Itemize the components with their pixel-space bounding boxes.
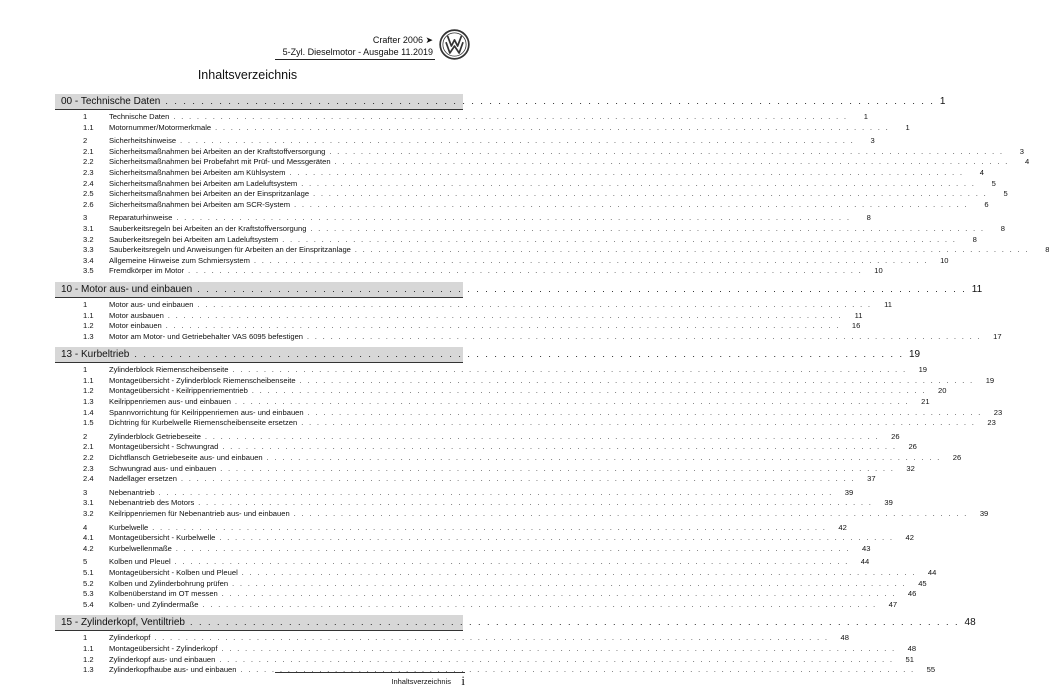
- toc-entry[interactable]: [55, 386, 947, 397]
- entry-title: Sicherheitsmaßnahmen bei Arbeiten an der Einspritzanlage: [109, 189, 310, 199]
- entry-page: 44: [860, 557, 870, 567]
- dot-leader: . . . . . . . . . . . . . . . . . . . . . . . . . . . . . . . . . . . . . . . . . . . . . . . . . . . . . . . . . . . . . . . . . . . . . . . . . . . . . . . . . . . . . .: [197, 301, 873, 309]
- entry-page: 39: [844, 487, 854, 497]
- dot-leader: . . . . . . . . . . . . . . . . . . . . . . . . . . . . . . . . . . . . . . . . . . . . . . . . . . . . . . . . . . . . . . . . . . . . . . . . . . . . . . . . . . . . . .: [294, 201, 969, 209]
- entry-page: 19: [918, 365, 928, 375]
- dot-leader: . . . . . . . . . . . . . . . . . . . . . . . . . . . . . . . . . . . . . . . . . . . . . . . . . . . . . . . . . . . . . . . . . . . . . . . . . . . . . . . . . . . . . .: [232, 580, 907, 588]
- entry-page: 21: [921, 397, 930, 407]
- entry-page: 4: [1024, 157, 1030, 167]
- toc-section: [55, 347, 1003, 610]
- dot-leader: . . . . . . . . . . . . . . . . . . . . . . . . . . . . . . . . . . . . . . . . . . . . . . . . . . . . . . . . . . . . . . . . . . . . . . . . . . . . . . . . . . . . . .: [221, 645, 897, 653]
- entry-number: 5.3: [83, 589, 94, 599]
- dot-leader: . . . . . . . . . . . . . . . . . . . . . . . . . . . . . . . . . . . . . . . . . . . . . . . . . . . . . . . . . . . . . . . . . . . . . . . . . . . . . . . . . . . . . .: [241, 569, 917, 577]
- entry-number: 1.4: [83, 407, 94, 417]
- dot-leader: . . . . . . . . . . . . . . . . . . . . . . . . . . . . . . . . . . . . . . . . . . . . . . . . . . . . . . . . . . . . . . . . . . . . . . . . . . . . . . . . . . . . . .: [188, 268, 863, 276]
- toc-entry[interactable]: [55, 310, 863, 322]
- entry-page: 11: [884, 299, 893, 309]
- entry-title: Allgemeine Hinweise zum Schmiersystem: [109, 255, 250, 265]
- section-page: 19: [908, 349, 921, 361]
- entry-page: 3: [870, 136, 875, 146]
- toc-entry[interactable]: [55, 331, 1002, 343]
- toc-entry[interactable]: [55, 589, 917, 600]
- entry-number: 1: [83, 299, 88, 309]
- dot-leader: . . . . . . . . . . . . . . . . . . . . . . . . . . . . . . . . . . . . . . . . . . . . . . . . . . . . . . . . . . . . . . . . . . . . . . . . . . . . . . . . . . . . . .: [219, 656, 894, 664]
- entry-page: 55: [926, 665, 936, 675]
- toc-entry[interactable]: [55, 234, 977, 246]
- toc-entry[interactable]: [55, 245, 1049, 256]
- entry-page: 51: [905, 654, 914, 664]
- entry-title: Schwungrad aus- und einbauen: [109, 463, 217, 473]
- entry-number: 1.3: [83, 665, 94, 675]
- entry-title: Kurbelwelle: [109, 522, 149, 532]
- dot-leader: . . . . . . . . . . . . . . . . . . . . . . . . . . . . . . . . . . . . . . . . . . . . . . . . . . . . . . . . . . . . . . . . . . . . . . . . . . . . . . . . . . . . . .: [235, 399, 910, 407]
- entry-title: Sauberkeitsregeln bei Arbeiten am Ladeluftsystem: [109, 234, 279, 244]
- entry-page: 26: [891, 431, 900, 441]
- entry-page: 1: [905, 122, 910, 132]
- entry-number: 5.2: [83, 578, 94, 588]
- entry-title: Sicherheitsmaßnahmen bei Arbeiten am Ladeluftsystem: [109, 178, 298, 188]
- toc-entry[interactable]: [55, 407, 1003, 419]
- entry-title: Sauberkeitsregeln bei Arbeiten an der Kraftstoffversorgung: [109, 223, 307, 233]
- entry-number: 2.1: [83, 442, 94, 452]
- toc-entry[interactable]: [55, 167, 985, 179]
- entry-title: Montageübersicht - Schwungrad: [109, 442, 219, 452]
- entry-number: 5.1: [83, 567, 94, 577]
- dot-leader: . . . . . . . . . . . . . . . . . . . . . . . . . . . . . . . . . . . . . . . . . . . . . . . . . . . . . . . . . . . . . . . . . . . . . . . . . . . . . . . . . . . . . .: [189, 617, 960, 628]
- entry-title: Motor aus- und einbauen: [109, 299, 194, 309]
- toc-entry[interactable]: [55, 442, 917, 453]
- dot-leader: . . . . . . . . . . . . . . . . . . . . . . . . . . . . . . . . . . . . . . . . . . . . . . . . . . . . . . . . . . . . . . . . . . . . . . . . . . . . . . . . . . . . . .: [293, 511, 969, 518]
- dot-leader: . . . . . . . . . . . . . . . . . . . . . . . . . . . . . . . . . . . . . . . . . . . . . . . . . . . . . . . . . . . . . . . . . . . . . . . . . . . . . . . . . . . . . .: [299, 377, 975, 385]
- toc-entry[interactable]: [55, 463, 915, 475]
- entry-page: 39: [979, 509, 989, 518]
- toc-entry[interactable]: [55, 255, 949, 267]
- entry-title: Zylinderkopf aus- und einbauen: [109, 654, 216, 664]
- entry-number: 1.3: [83, 331, 94, 341]
- entry-title: Sicherheitshinweise: [109, 136, 177, 146]
- entry-page: 19: [985, 375, 995, 385]
- dot-leader: . . . . . . . . . . . . . . . . . . . . . . . . . . . . . . . . . . . . . . . . . . . . . . . . . . . . . . . . . . . . . . . . . . . . . . . . . . . . . . . . . . . . . .: [307, 409, 983, 417]
- entry-page: 20: [938, 386, 947, 396]
- section-page: 48: [964, 617, 976, 629]
- entry-number: 2.3: [83, 167, 94, 177]
- entry-title: Kurbelwellenmaße: [109, 543, 172, 553]
- entry-title: Montageübersicht - Zylinderblock Riemenscheibenseite: [109, 375, 296, 385]
- toc-entry[interactable]: [55, 633, 849, 644]
- toc-entry[interactable]: [55, 599, 898, 611]
- dot-leader: . . . . . . . . . . . . . . . . . . . . . . . . . . . . . . . . . . . . . . . . . . . . . . . . . . . . . . . . . . . . . . . . . . . . . . . . . . . . . . . . . . . . . .: [197, 283, 967, 294]
- entry-number: 3.4: [83, 255, 94, 265]
- section-page: 1: [939, 96, 946, 107]
- dot-leader: . . . . . . . . . . . . . . . . . . . . . . . . . . . . . . . . . . . . . . . . . . . . . . . . . . . . . . . . . . . . . . . . . . . . . . . . . . . . . . . . . . . . . .: [289, 169, 965, 177]
- toc-entry[interactable]: [55, 557, 870, 568]
- entry-title: Motor am Motor- und Getriebehalter VAS 6095 befestigen: [109, 331, 304, 341]
- entry-title: Sicherheitsmaßnahmen bei Arbeiten am SCR-System: [109, 199, 291, 209]
- toc-entry[interactable]: [55, 365, 928, 376]
- entry-number: 1.2: [83, 321, 94, 331]
- dot-leader: . . . . . . . . . . . . . . . . . . . . . . . . . . . . . . . . . . . . . . . . . . . . . . . . . . . . . . . . . . . . . . . . . . . . . . . . . . . . . . . . . . . . . .: [313, 191, 988, 199]
- entry-title: Montageübersicht - Zylinderkopf: [109, 643, 218, 653]
- toc-entry[interactable]: [55, 543, 871, 555]
- page-number: i: [461, 673, 465, 688]
- toc-section-heading[interactable]: [55, 615, 976, 631]
- dot-leader: . . . . . . . . . . . . . . . . . . . . . . . . . . . . . . . . . . . . . . . . . . . . . . . . . . . . . . . . . . . . . . . . . . . . . . . . . . . . . . . . . . . . . .: [180, 138, 855, 146]
- entry-page: 10: [940, 255, 949, 265]
- dot-leader: . . . . . . . . . . . . . . . . . . . . . . . . . . . . . . . . . . . . . . . . . . . . . . . . . . . . . . . . . . . . . . . . . . . . . . . . . . . . . . . . . . . . . .: [174, 559, 850, 567]
- dot-leader: . . . . . . . . . . . . . . . . . . . . . . . . . . . . . . . . . . . . . . . . . . . . . . . . . . . . . . . . . . . . . . . . . . . . . . . . . . . . . . . . . . . . . .: [221, 591, 897, 599]
- entry-title: Sicherheitsmaßnahmen bei Probefahrt mit Prüf- und Messgeräten: [109, 157, 331, 167]
- section-title: 10 - Motor aus- und einbauen: [61, 283, 193, 295]
- dot-leader: . . . . . . . . . . . . . . . . . . . . . . . . . . . . . . . . . . . . . . . . . . . . . . . . . . . . . . . . . . . . . . . . . . . . . . . . . . . . . . . . . . . . . .: [165, 96, 935, 106]
- toc-entry[interactable]: [55, 487, 854, 499]
- toc-entry[interactable]: [55, 643, 917, 655]
- entry-title: Montageübersicht - Kolben und Pleuel: [109, 567, 238, 577]
- entry-number: 5: [83, 557, 88, 567]
- toc-entry[interactable]: [55, 453, 962, 464]
- toc-entry[interactable]: [55, 136, 875, 147]
- entry-number: 2: [83, 136, 88, 146]
- entry-page: 5: [1003, 189, 1008, 199]
- section-title: 15 - Zylinderkopf, Ventiltrieb: [61, 617, 185, 629]
- dot-leader: . . . . . . . . . . . . . . . . . . . . . . . . . . . . . . . . . . . . . . . . . . . . . . . . . . . . . . . . . . . . . . . . . . . . . . . . . . . . . . . . . . . . . .: [198, 500, 873, 508]
- toc-section-heading[interactable]: [55, 282, 983, 298]
- entry-title: Zylinderkopfhaube aus- und einbauen: [109, 665, 237, 675]
- dot-leader: . . . . . . . . . . . . . . . . . . . . . . . . . . . . . . . . . . . . . . . . . . . . . . . . . . . . . . . . . . . . . . . . . . . . . . . . . . . . . . . . . . . . . .: [134, 349, 904, 360]
- toc-section: [55, 615, 976, 675]
- entry-number: 3.2: [83, 234, 94, 244]
- entry-number: 1.1: [83, 122, 94, 132]
- entry-title: Montageübersicht - Keilrippenriementrieb: [109, 386, 248, 396]
- dot-leader: . . . . . . . . . . . . . . . . . . . . . . . . . . . . . . . . . . . . . . . . . . . . . . . . . . . . . . . . . . . . . . . . . . . . . . . . . . . . . . . . . . . . . .: [310, 225, 985, 233]
- toc-entry[interactable]: [55, 578, 927, 590]
- dot-leader: . . . . . . . . . . . . . . . . . . . . . . . . . . . . . . . . . . . . . . . . . . . . . . . . . . . . . . . . . . . . . . . . . . . . . . . . . . . . . . . . . . . . . .: [240, 667, 916, 675]
- entry-page: 8: [866, 213, 871, 223]
- toc-entry[interactable]: [55, 112, 868, 123]
- toc-section-heading[interactable]: [55, 94, 946, 110]
- entry-title: Sicherheitsmaßnahmen bei Arbeiten am Kühlsystem: [109, 167, 286, 177]
- entry-page: 47: [888, 599, 898, 609]
- entry-page: 11: [854, 310, 863, 320]
- entry-page: 39: [884, 498, 893, 508]
- toc-entry[interactable]: [55, 178, 996, 190]
- toc-section: [55, 94, 1049, 277]
- entry-title: Dichtflansch Getriebeseite aus- und einbauen: [109, 453, 263, 463]
- dot-leader: . . . . . . . . . . . . . . . . . . . . . . . . . . . . . . . . . . . . . . . . . . . . . . . . . . . . . . . . . . . . . . . . . . . . . . . . . . . . . . . . . . . . . .: [219, 535, 894, 543]
- entry-number: 1.2: [83, 386, 94, 396]
- entry-page: 16: [851, 321, 861, 331]
- dot-leader: . . . . . . . . . . . . . . . . . . . . . . . . . . . . . . . . . . . . . . . . . . . . . . . . . . . . . . . . . . . . . . . . . . . . . . . . . . . . . . . . . . . . . .: [167, 312, 843, 320]
- entry-number: 2.1: [83, 146, 94, 156]
- dot-leader: . . . . . . . . . . . . . . . . . . . . . . . . . . . . . . . . . . . . . . . . . . . . . . . . . . . . . . . . . . . . . . . . . . . . . . . . . . . . . . . . . . . . . .: [165, 323, 841, 331]
- section-page: 11: [971, 283, 983, 295]
- dot-leader: . . . . . . . . . . . . . . . . . . . . . . . . . . . . . . . . . . . . . . . . . . . . . . . . . . . . . . . . . . . . . . . . . . . . . . . . . . . . . . . . . . . . . .: [215, 124, 890, 132]
- entry-title: Nadellager ersetzen: [109, 474, 177, 484]
- entry-page: 23: [987, 418, 996, 428]
- dot-leader: . . . . . . . . . . . . . . . . . . . . . . . . . . . . . . . . . . . . . . . . . . . . . . . . . . . . . . . . . . . . . . . . . . . . . . . . . . . . . . . . . . . . . .: [154, 635, 829, 643]
- dot-leader: . . . . . . . . . . . . . . . . . . . . . . . . . . . . . . . . . . . . . . . . . . . . . . . . . . . . . . . . . . . . . . . . . . . . . . . . . . . . . . . . . . . . . .: [282, 236, 957, 244]
- entry-title: Sauberkeitsregeln und Anweisungen für Arbeiten an der Einspritzanlage: [109, 245, 351, 255]
- dot-leader: . . . . . . . . . . . . . . . . . . . . . . . . . . . . . . . . . . . . . . . . . . . . . . . . . . . . . . . . . . . . . . . . . . . . . . . . . . . . . . . . . . . . . .: [158, 489, 834, 497]
- table-of-contents: [55, 94, 1049, 681]
- dot-leader: . . . . . . . . . . . . . . . . . . . . . . . . . . . . . . . . . . . . . . . . . . . . . . . . . . . . . . . . . . . . . . . . . . . . . . . . . . . . . . . . . . . . . .: [175, 545, 851, 553]
- entry-page: 1: [863, 112, 868, 121]
- dot-leader: . . . . . . . . . . . . . . . . . . . . . . . . . . . . . . . . . . . . . . . . . . . . . . . . . . . . . . . . . . . . . . . . . . . . . . . . . . . . . . . . . . . . . .: [251, 388, 927, 396]
- entry-number: 1.1: [83, 375, 94, 385]
- entry-page: 5: [991, 178, 996, 188]
- entry-number: 1.1: [83, 310, 94, 320]
- dot-leader: . . . . . . . . . . . . . . . . . . . . . . . . . . . . . . . . . . . . . . . . . . . . . . . . . . . . . . . . . . . . . . . . . . . . . . . . . . . . . . . . . . . . . .: [173, 114, 848, 121]
- entry-number: 1.5: [83, 418, 94, 428]
- header-rule: [275, 59, 435, 60]
- entry-number: 2.6: [83, 199, 94, 209]
- entry-number: 2.4: [83, 474, 94, 484]
- entry-number: 1: [83, 365, 88, 375]
- toc-entry[interactable]: [55, 157, 1030, 168]
- toc-entry[interactable]: [55, 418, 996, 429]
- vehicle-model: Crafter 2006 ➤: [372, 35, 433, 45]
- section-title: 13 - Kurbeltrieb: [61, 349, 130, 361]
- entry-title: Technische Daten: [109, 112, 170, 121]
- page-header: [0, 0, 495, 62]
- entry-page: 42: [838, 522, 847, 532]
- entry-number: 2: [83, 431, 88, 441]
- entry-page: 6: [984, 199, 989, 209]
- entry-page: 26: [952, 453, 962, 463]
- entry-number: 2.2: [83, 157, 94, 167]
- entry-page: 45: [918, 578, 927, 588]
- entry-title: Spannvorrichtung für Keilrippenriemen aus- und einbauen: [109, 407, 304, 417]
- entry-number: 3: [83, 487, 88, 497]
- dot-leader: . . . . . . . . . . . . . . . . . . . . . . . . . . . . . . . . . . . . . . . . . . . . . . . . . . . . . . . . . . . . . . . . . . . . . . . . . . . . . . . . . . . . . .: [266, 455, 942, 463]
- entry-page: 44: [927, 567, 937, 577]
- toc-section: [55, 282, 1002, 342]
- entry-page: 48: [840, 633, 849, 643]
- entry-number: 3: [83, 213, 88, 223]
- toc-entry[interactable]: [55, 522, 847, 534]
- entry-number: 1.2: [83, 654, 94, 664]
- dot-leader: . . . . . . . . . . . . . . . . . . . . . . . . . . . . . . . . . . . . . . . . . . . . . . . . . . . . . . . . . . . . . . . . . . . . . . . . . . . . . . . . . . . . . .: [222, 444, 897, 452]
- toc-entry[interactable]: [55, 122, 910, 134]
- toc-entry[interactable]: [55, 321, 861, 332]
- dot-leader: . . . . . . . . . . . . . . . . . . . . . . . . . . . . . . . . . . . . . . . . . . . . . . . . . . . . . . . . . . . . . . . . . . . . . . . . . . . . . . . . . . . . . .: [220, 465, 895, 473]
- toc-entry[interactable]: [55, 431, 900, 443]
- toc-entry[interactable]: [55, 474, 876, 485]
- toc-entry[interactable]: [55, 533, 914, 544]
- entry-title: Nebenantrieb: [109, 487, 155, 497]
- entry-number: 2.4: [83, 178, 94, 188]
- entry-number: 3.1: [83, 223, 94, 233]
- document-title: Inhaltsverzeichnis: [197, 68, 298, 82]
- toc-entry[interactable]: [55, 146, 1024, 158]
- entry-page: 43: [862, 543, 871, 553]
- dot-leader: . . . . . . . . . . . . . . . . . . . . . . . . . . . . . . . . . . . . . . . . . . . . . . . . . . . . . . . . . . . . . . . . . . . . . . . . . . . . . . . . . . . . . .: [354, 247, 1030, 255]
- entry-page: 48: [907, 643, 917, 653]
- entry-number: 3.1: [83, 498, 94, 508]
- entry-page: 42: [905, 533, 914, 543]
- entry-number: 4.1: [83, 533, 94, 543]
- entry-title: Nebenantrieb des Motors: [109, 498, 195, 508]
- entry-number: 2.3: [83, 463, 94, 473]
- toc-section-heading[interactable]: [55, 347, 921, 363]
- vw-logo-icon: [439, 29, 470, 60]
- toc-entry[interactable]: [55, 199, 989, 211]
- dot-leader: . . . . . . . . . . . . . . . . . . . . . . . . . . . . . . . . . . . . . . . . . . . . . . . . . . . . . . . . . . . . . . . . . . . . . . . . . . . . . . . . . . . . . .: [152, 524, 827, 532]
- dot-leader: . . . . . . . . . . . . . . . . . . . . . . . . . . . . . . . . . . . . . . . . . . . . . . . . . . . . . . . . . . . . . . . . . . . . . . . . . . . . . . . . . . . . . .: [334, 159, 1010, 167]
- entry-title: Sicherheitsmaßnahmen bei Arbeiten an der Kraftstoffversorgung: [109, 146, 326, 156]
- entry-number: 4.2: [83, 543, 94, 553]
- entry-number: 4: [83, 522, 88, 532]
- entry-title: Keilrippenriemen aus- und einbauen: [109, 397, 232, 407]
- dot-leader: . . . . . . . . . . . . . . . . . . . . . . . . . . . . . . . . . . . . . . . . . . . . . . . . . . . . . . . . . . . . . . . . . . . . . . . . . . . . . . . . . . . . . .: [176, 215, 851, 223]
- page-footer: [275, 672, 465, 687]
- toc-entry[interactable]: [55, 654, 914, 666]
- entry-title: Kolben und Pleuel: [109, 557, 171, 567]
- entry-number: 3.5: [83, 266, 94, 276]
- entry-title: Kolbenüberstand im OT messen: [109, 589, 218, 599]
- entry-title: Zylinderblock Getriebeseite: [109, 431, 202, 441]
- entry-page: 8: [972, 234, 977, 244]
- dot-leader: . . . . . . . . . . . . . . . . . . . . . . . . . . . . . . . . . . . . . . . . . . . . . . . . . . . . . . . . . . . . . . . . . . . . . . . . . . . . . . . . . . . . . .: [307, 333, 982, 341]
- toc-entry[interactable]: [55, 223, 1005, 235]
- entry-page: 23: [993, 407, 1003, 417]
- entry-title: Motor ausbauen: [109, 310, 164, 320]
- dot-leader: . . . . . . . . . . . . . . . . . . . . . . . . . . . . . . . . . . . . . . . . . . . . . . . . . . . . . . . . . . . . . . . . . . . . . . . . . . . . . . . . . . . . . .: [301, 180, 976, 188]
- entry-title: Motornummer/Motormerkmale: [109, 122, 212, 132]
- entry-title: Zylinderblock Riemenscheibenseite: [109, 365, 229, 375]
- entry-number: 1.3: [83, 397, 94, 407]
- entry-title: Keilrippenriemen für Nebenantrieb aus- und einbauen: [109, 509, 290, 518]
- entry-number: 5.4: [83, 599, 94, 609]
- entry-title: Dichtring für Kurbelwelle Riemenscheibenseite ersetzen: [109, 418, 298, 428]
- entry-page: 10: [874, 266, 883, 276]
- entry-title: Zylinderkopf: [109, 633, 151, 643]
- entry-title: Motor einbauen: [109, 321, 162, 331]
- footer-label: Inhaltsverzeichnis: [391, 677, 451, 686]
- entry-title: Reparaturhinweise: [109, 213, 173, 223]
- entry-page: 8: [1045, 245, 1049, 255]
- entry-title: Montageübersicht - Kurbelwelle: [109, 533, 216, 543]
- dot-leader: . . . . . . . . . . . . . . . . . . . . . . . . . . . . . . . . . . . . . . . . . . . . . . . . . . . . . . . . . . . . . . . . . . . . . . . . . . . . . . . . . . . . . .: [301, 420, 976, 428]
- entry-number: 3.3: [83, 245, 94, 255]
- entry-page: 37: [867, 474, 876, 484]
- entry-number: 3.2: [83, 509, 94, 518]
- dot-leader: . . . . . . . . . . . . . . . . . . . . . . . . . . . . . . . . . . . . . . . . . . . . . . . . . . . . . . . . . . . . . . . . . . . . . . . . . . . . . . . . . . . . . .: [205, 433, 880, 441]
- entry-number: 1.1: [83, 643, 94, 653]
- entry-page: 26: [908, 442, 917, 452]
- entry-title: Kolben und Zylinderbohrung prüfen: [109, 578, 229, 588]
- dot-leader: . . . . . . . . . . . . . . . . . . . . . . . . . . . . . . . . . . . . . . . . . . . . . . . . . . . . . . . . . . . . . . . . . . . . . . . . . . . . . . . . . . . . . .: [202, 601, 878, 609]
- dot-leader: . . . . . . . . . . . . . . . . . . . . . . . . . . . . . . . . . . . . . . . . . . . . . . . . . . . . . . . . . . . . . . . . . . . . . . . . . . . . . . . . . . . . . .: [232, 367, 908, 375]
- entry-page: 3: [1019, 146, 1024, 156]
- entry-number: 2.2: [83, 453, 94, 463]
- toc-entry[interactable]: [55, 375, 995, 387]
- entry-page: 8: [1000, 223, 1005, 233]
- entry-page: 46: [907, 589, 917, 599]
- dot-leader: . . . . . . . . . . . . . . . . . . . . . . . . . . . . . . . . . . . . . . . . . . . . . . . . . . . . . . . . . . . . . . . . . . . . . . . . . . . . . . . . . . . . . .: [180, 476, 856, 484]
- dot-leader: . . . . . . . . . . . . . . . . . . . . . . . . . . . . . . . . . . . . . . . . . . . . . . . . . . . . . . . . . . . . . . . . . . . . . . . . . . . . . . . . . . . . . .: [253, 257, 929, 265]
- engine-edition: 5-Zyl. Dieselmotor - Ausgabe 11.2019: [282, 47, 433, 57]
- entry-page: 32: [906, 463, 915, 473]
- entry-number: 1: [83, 633, 88, 643]
- toc-entry[interactable]: [55, 189, 1008, 200]
- entry-page: 17: [993, 331, 1002, 341]
- entry-number: 1: [83, 112, 88, 121]
- entry-page: 4: [979, 167, 985, 177]
- dot-leader: . . . . . . . . . . . . . . . . . . . . . . . . . . . . . . . . . . . . . . . . . . . . . . . . . . . . . . . . . . . . . . . . . . . . . . . . . . . . . . . . . . . . . .: [329, 148, 1004, 156]
- toc-entry[interactable]: [55, 213, 871, 224]
- section-title: 00 - Technische Daten: [61, 96, 161, 107]
- toc-entry[interactable]: [55, 299, 893, 311]
- toc-entry[interactable]: [55, 266, 883, 277]
- toc-entry[interactable]: [55, 397, 930, 408]
- entry-title: Kolben- und Zylindermaße: [109, 599, 199, 609]
- toc-entry[interactable]: [55, 567, 937, 579]
- entry-number: 2.5: [83, 189, 94, 199]
- toc-entry[interactable]: [55, 509, 989, 520]
- toc-entry[interactable]: [55, 498, 893, 509]
- entry-title: Fremdkörper im Motor: [109, 266, 185, 276]
